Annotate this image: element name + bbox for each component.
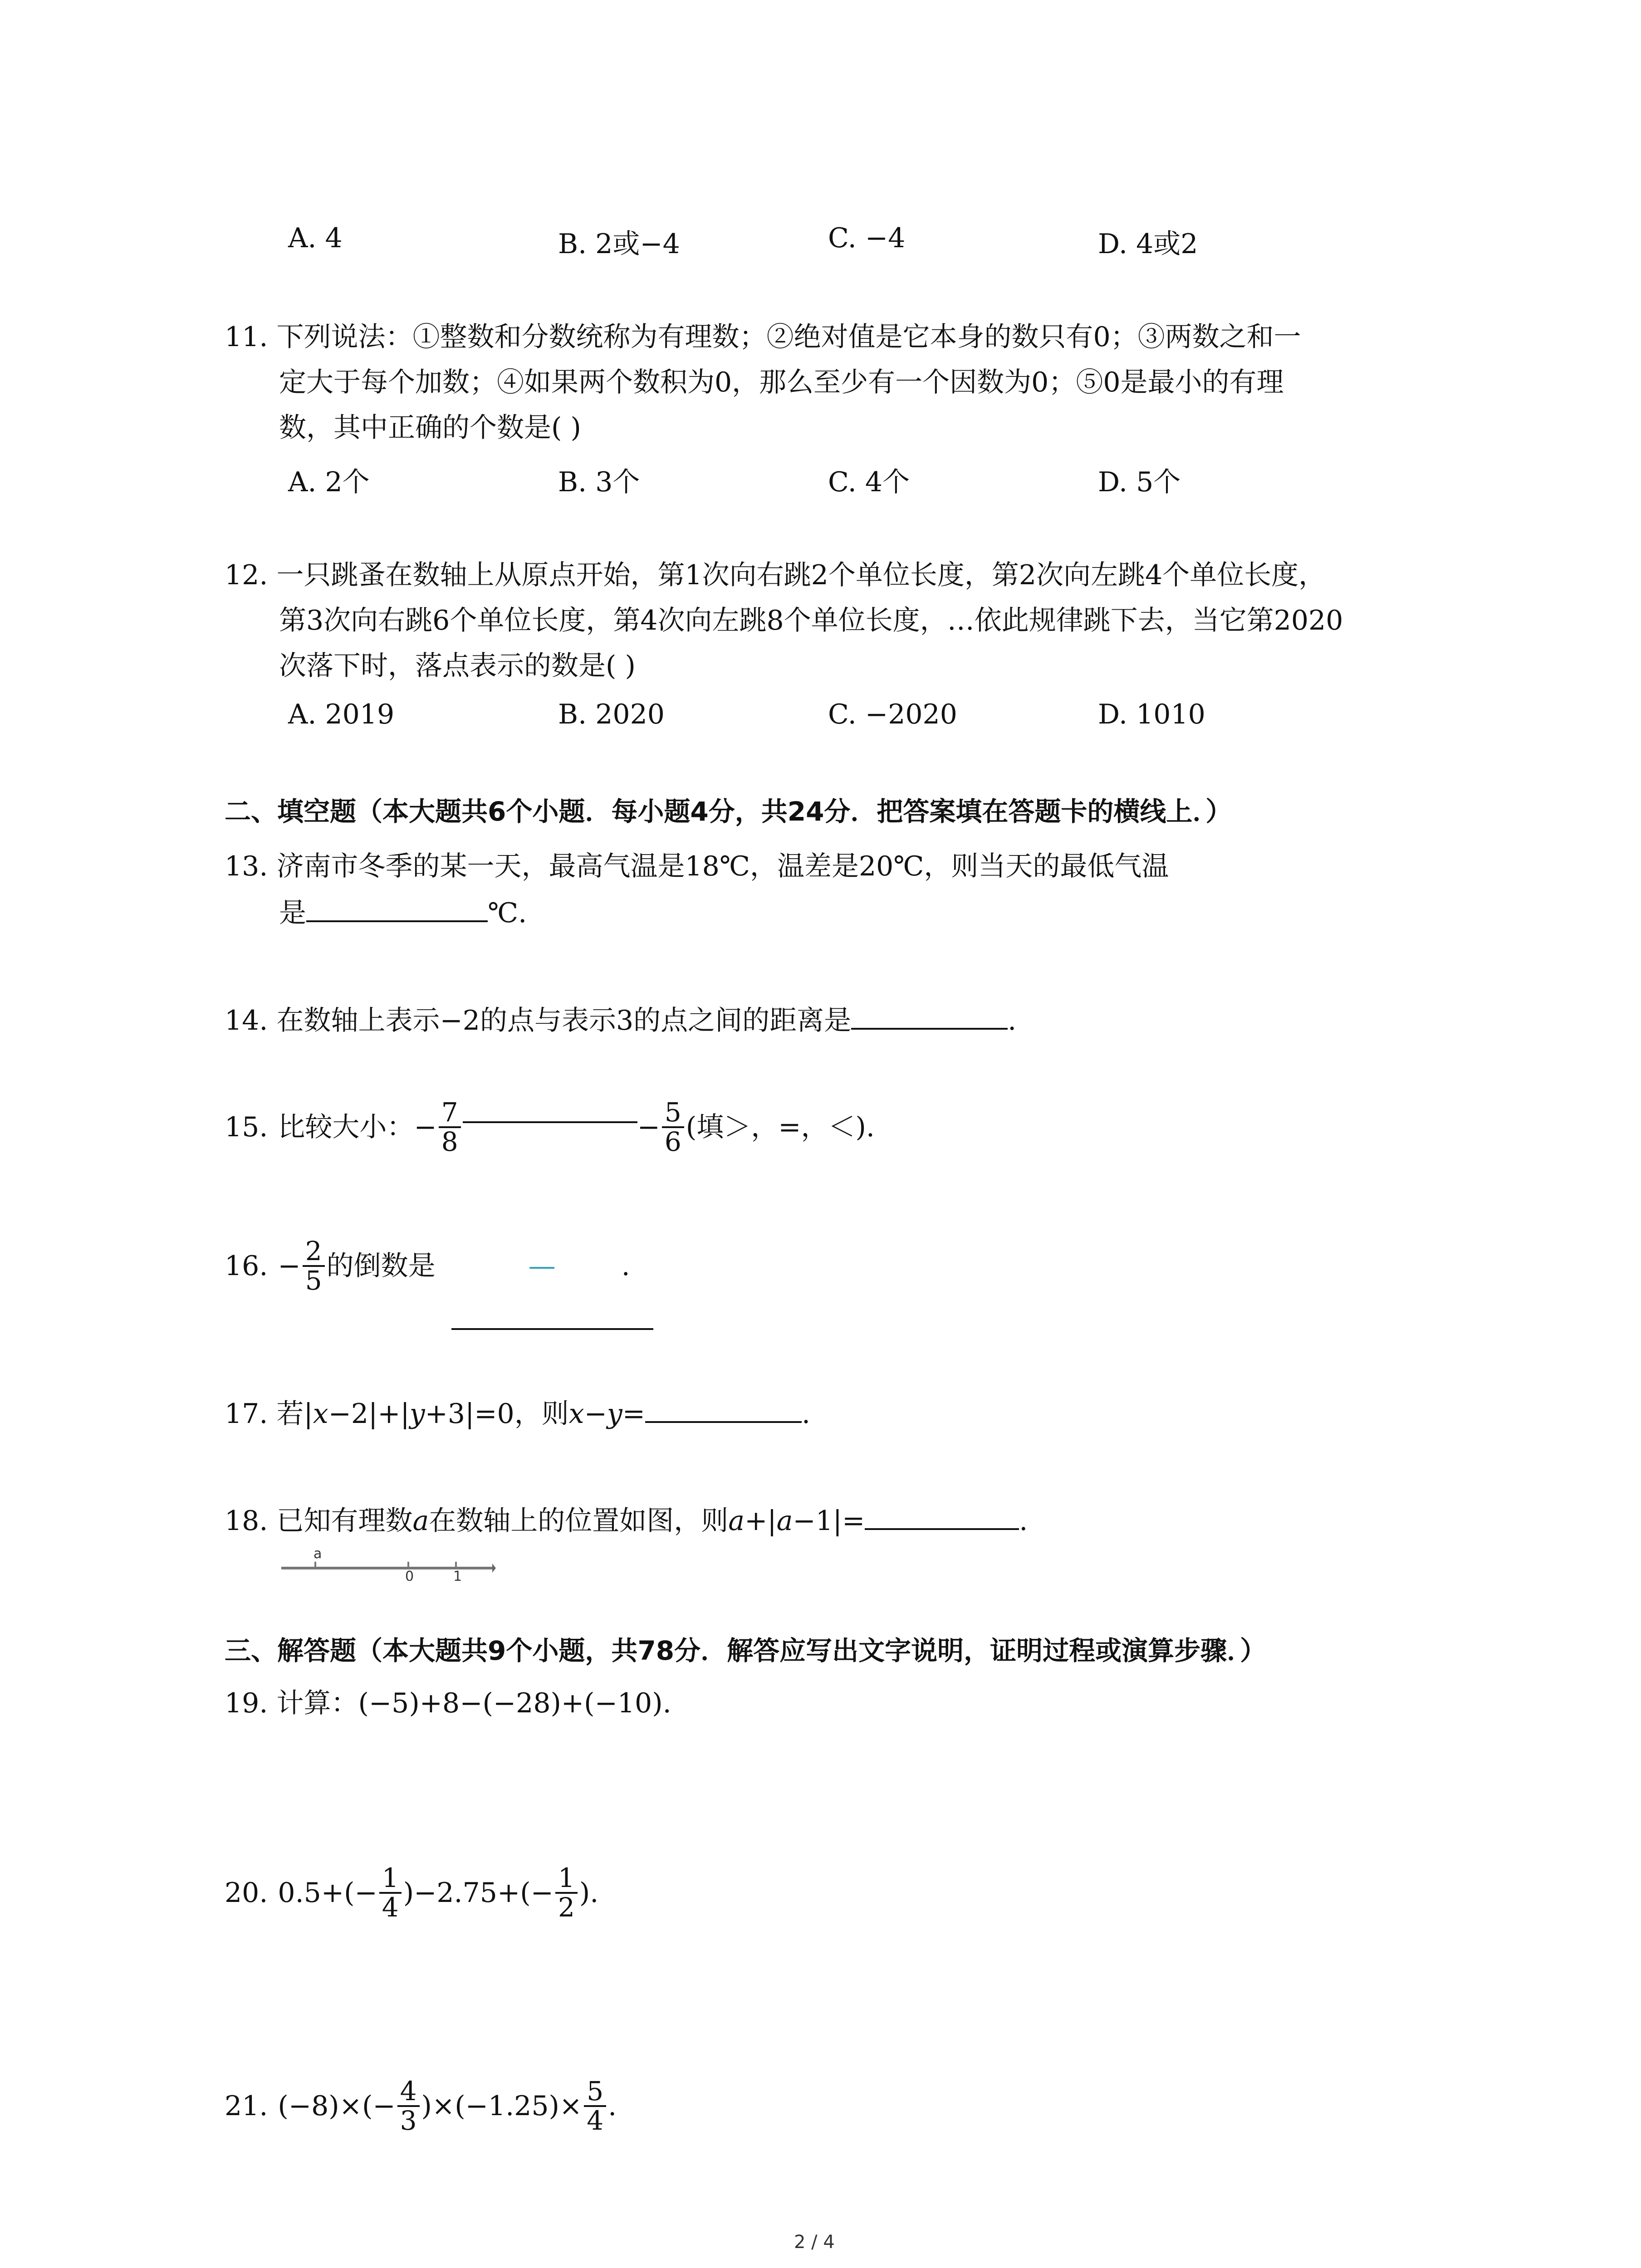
q19-line: 19. 计算：(−5)+8−(−28)+(−10). — [225, 1687, 671, 1719]
q21-line — [225, 2077, 617, 2135]
label-1: 1 — [453, 1569, 462, 1581]
q20-part-1: 0.5+(− — [278, 1877, 377, 1909]
q21-number: 21. — [225, 2090, 268, 2122]
section-2-heading: 二、填空题（本大题共6个小题．每小题4分，共24分．把答案填在答题卡的横线上．） — [225, 796, 1232, 827]
q15-line — [225, 1099, 875, 1156]
q15-answer-blank[interactable] — [463, 1121, 637, 1123]
q17-x: x — [313, 1398, 328, 1430]
q17-y: y — [409, 1398, 425, 1430]
q18-mid2: +| — [745, 1505, 777, 1537]
section-3-heading: 三、解答题（本大题共9个小题，共78分．解答应写出文字说明，证明过程或演算步骤．） — [225, 1635, 1267, 1666]
q11-line-2: 定大于每个加数；④如果两个数积为0，那么至少有一个因数为0；⑤0是最小的有理 — [279, 367, 1284, 398]
label-a: a — [314, 1546, 322, 1562]
q18-number: 18. — [225, 1505, 268, 1537]
q16-minus: − — [278, 1250, 301, 1282]
q16-post: . — [621, 1250, 630, 1282]
q12-line-2: 第3次向右跳6个单位长度，第4次向左跳8个单位长度，…依此规律跳下去，当它第2020 — [279, 605, 1343, 636]
q16-fraction: $\frac{2}{5}$ — [303, 1237, 325, 1295]
q18-a: a — [412, 1505, 429, 1537]
q15-label: 比较大小： — [278, 1111, 414, 1143]
q17-post: . — [802, 1398, 811, 1430]
q16-answer-blank[interactable] — [451, 1328, 653, 1330]
q18-number-line-figure — [279, 1540, 497, 1581]
q10-option-a: A. 4 — [288, 222, 343, 254]
q20-fraction-1: $\frac{1}{4}$ — [379, 1864, 402, 1921]
q16-number: 16. — [225, 1250, 268, 1282]
q17-pre: 若| — [276, 1398, 313, 1430]
q17-minus: − — [584, 1398, 607, 1430]
q12-option-b: B. 2020 — [558, 699, 665, 730]
page-number: 2 / 4 — [794, 2232, 835, 2253]
q17-x2: x — [568, 1398, 584, 1430]
q11-line-3: 数，其中正确的个数是( ) — [279, 412, 581, 444]
q18-a2: a — [728, 1505, 745, 1537]
q20-line — [225, 1864, 598, 1921]
q17-number: 17. — [225, 1398, 268, 1430]
q12-option-a: A. 2019 — [288, 699, 395, 730]
q13-post: ℃. — [488, 897, 527, 929]
q17-mid2: +3|=0，则 — [425, 1398, 569, 1430]
q10-option-d: D. 4或2 — [1098, 228, 1198, 260]
q15-tail: (填＞，=，＜). — [686, 1111, 875, 1143]
q21-part-1: (−8)×(− — [278, 2090, 396, 2122]
q15-minus-1: − — [414, 1111, 437, 1143]
q16-text: 的倒数是 — [326, 1250, 436, 1282]
q10-option-c: C. −4 — [828, 222, 906, 254]
q17-line — [225, 1398, 811, 1430]
q18-line — [225, 1507, 1028, 1535]
q17-eq: = — [622, 1398, 646, 1430]
q17-y2: y — [607, 1398, 622, 1430]
q11-option-a: A. 2个 — [288, 466, 370, 498]
q15-number: 15. — [225, 1111, 268, 1143]
q12-line-1: 12. 一只跳蚤在数轴上从原点开始，第1次向右跳2个单位长度，第2次向左跳4个单位长度， — [225, 559, 1326, 591]
q11-option-b: B. 3个 — [558, 466, 640, 498]
q17-answer-blank[interactable] — [645, 1421, 802, 1423]
q13-answer-blank[interactable] — [306, 920, 488, 922]
q18-post: . — [1019, 1505, 1028, 1537]
q14-answer-blank[interactable] — [851, 1028, 1008, 1030]
label-0: 0 — [405, 1569, 414, 1581]
q16-line — [225, 1237, 630, 1295]
q18-pre: 已知有理数 — [276, 1505, 413, 1537]
q10-option-b: B. 2或−4 — [558, 228, 680, 260]
q14-text: 14. 在数轴上表示−2的点与表示3的点之间的距离是 — [225, 1005, 852, 1036]
q11-line-1: 11. 下列说法：①整数和分数统称为有理数；②绝对值是它本身的数只有0；③两数之和一 — [225, 321, 1301, 353]
q18-mid: 在数轴上的位置如图，则 — [429, 1505, 729, 1537]
q13-pre: 是 — [279, 897, 306, 929]
number-line-arrow — [492, 1564, 496, 1573]
q21-part-2: )×(−1.25)× — [421, 2090, 583, 2122]
q11-option-c: C. 4个 — [828, 466, 910, 498]
q21-fraction-1: $\frac{4}{3}$ — [397, 2077, 420, 2135]
q15-minus-2: − — [637, 1111, 660, 1143]
q17-mid1: −2|+| — [328, 1398, 410, 1430]
q12-option-d: D. 1010 — [1098, 699, 1205, 730]
q15-fraction-2: $\frac{5}{6}$ — [662, 1099, 684, 1156]
q18-answer-blank[interactable] — [865, 1528, 1019, 1530]
q20-part-2: )−2.75+(− — [403, 1877, 554, 1909]
q16-dash: — — [528, 1250, 556, 1282]
q18-a3: a — [776, 1505, 793, 1537]
q14-line — [225, 1007, 1016, 1034]
q12-option-c: C. −2020 — [828, 699, 957, 730]
q11-option-d: D. 5个 — [1098, 466, 1181, 498]
q15-fraction-1: $\frac{7}{8}$ — [439, 1099, 461, 1156]
q21-fraction-2: $\frac{5}{4}$ — [584, 2077, 606, 2135]
q12-line-3: 次落下时，落点表示的数是( ) — [279, 650, 636, 682]
q18-mid3: −1|= — [793, 1505, 865, 1537]
q14-post: . — [1008, 1005, 1017, 1036]
q13-line-1: 13. 济南市冬季的某一天，最高气温是18℃，温差是20℃，则当天的最低气温 — [225, 850, 1169, 882]
q20-number: 20. — [225, 1877, 268, 1909]
q20-part-3: ). — [579, 1877, 599, 1909]
q21-part-3: . — [608, 2090, 617, 2122]
q13-line-2 — [279, 899, 527, 927]
q20-fraction-2: $\frac{1}{2}$ — [555, 1864, 578, 1921]
